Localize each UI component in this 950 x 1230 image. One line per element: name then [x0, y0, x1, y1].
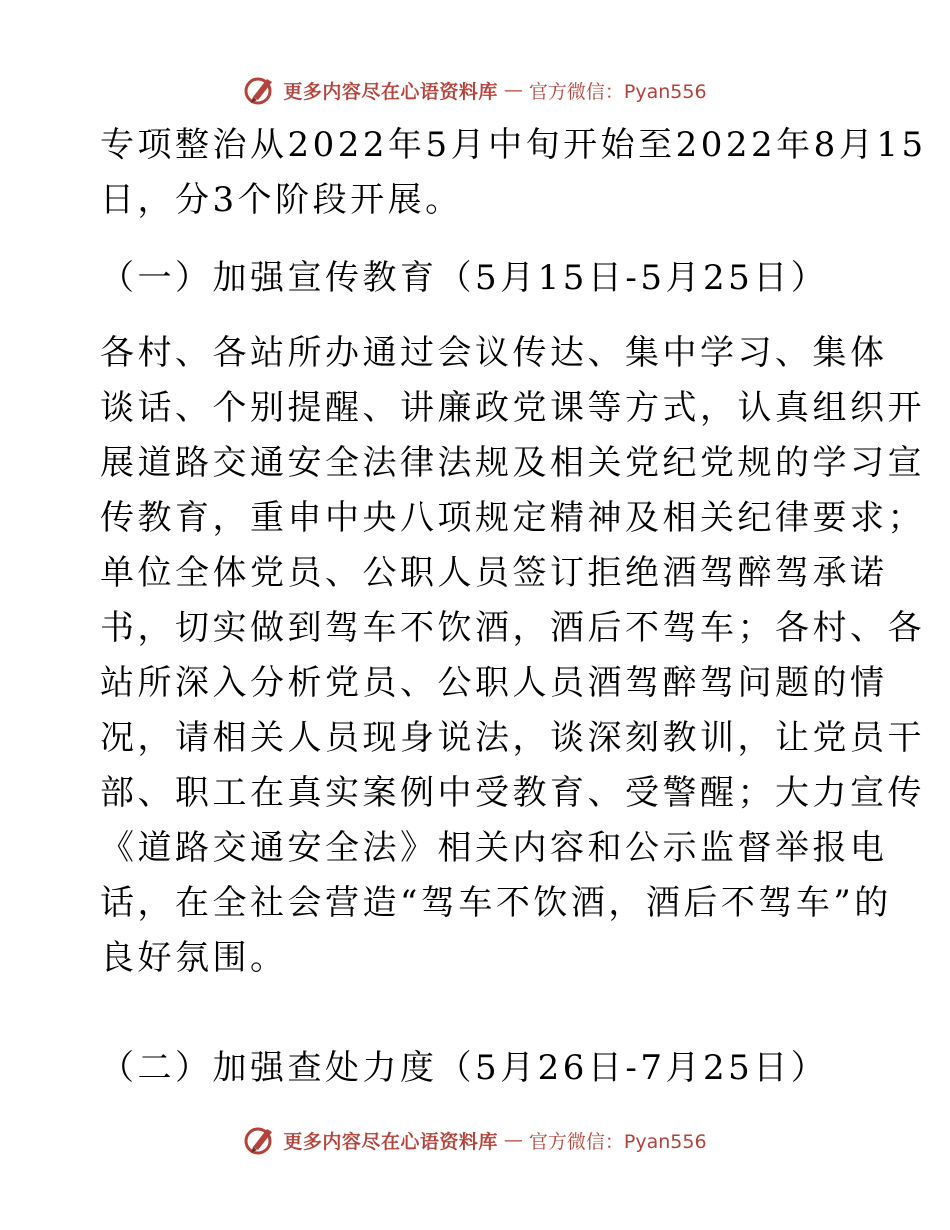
text-line: 部、职工在真实案例中受教育、受警醒；大力宣传	[100, 773, 925, 813]
footer-banner	[0, 1120, 950, 1160]
paragraph-1	[100, 326, 925, 986]
pen-logo-icon	[243, 73, 277, 107]
text-line: 展道路交通安全法律法规及相关党纪党规的学习宣	[100, 443, 925, 483]
text-line: 传教育，重申中央八项规定精神及相关纪律要求；	[100, 498, 925, 538]
banner-wechat: 官方微信：Pyan556	[528, 80, 707, 103]
text-line: 专项整治从2022年5月中旬开始至2022年8月15	[100, 125, 927, 165]
text-line: 站所深入分析党员、公职人员酒驾醉驾问题的情	[100, 663, 888, 703]
text-line: 《道路交通安全法》相关内容和公示监督举报电	[100, 828, 888, 868]
header-banner	[0, 70, 950, 110]
section-heading-2	[100, 1041, 860, 1096]
heading-text: （二）加强查处力度（5月26日-7月25日）	[100, 1048, 829, 1088]
pen-logo-icon	[243, 1123, 277, 1157]
text-line: 日，分3个阶段开展。	[100, 180, 463, 220]
text-line: 各村、各站所办通过会议传达、集中学习、集体	[100, 333, 888, 373]
text-line: 书，切实做到驾车不饮酒，酒后不驾车；各村、各	[100, 608, 925, 648]
text-line: 良好氛围。	[100, 938, 288, 978]
text-line: 谈话、个别提醒、讲廉政党课等方式，认真组织开	[100, 388, 925, 428]
section-heading-1	[100, 251, 860, 306]
banner-wechat: 官方微信：Pyan556	[528, 1130, 707, 1153]
intro-paragraph	[100, 118, 927, 228]
heading-text: （一）加强宣传教育（5月15日-5月25日）	[100, 258, 829, 298]
banner-separator: —	[503, 79, 523, 101]
footer-banner-content	[243, 1123, 706, 1157]
text-line: 话，在全社会营造“驾车不饮酒，酒后不驾车”的	[100, 883, 892, 923]
banner-separator: —	[503, 1129, 523, 1151]
banner-text: 更多内容尽在心语资料库	[283, 80, 498, 103]
text-line: 单位全体党员、公职人员签订拒绝酒驾醉驾承诺	[100, 553, 888, 593]
text-line: 况，请相关人员现身说法，谈深刻教训，让党员干	[100, 718, 925, 758]
banner-text: 更多内容尽在心语资料库	[283, 1130, 498, 1153]
header-banner-content	[243, 73, 706, 107]
